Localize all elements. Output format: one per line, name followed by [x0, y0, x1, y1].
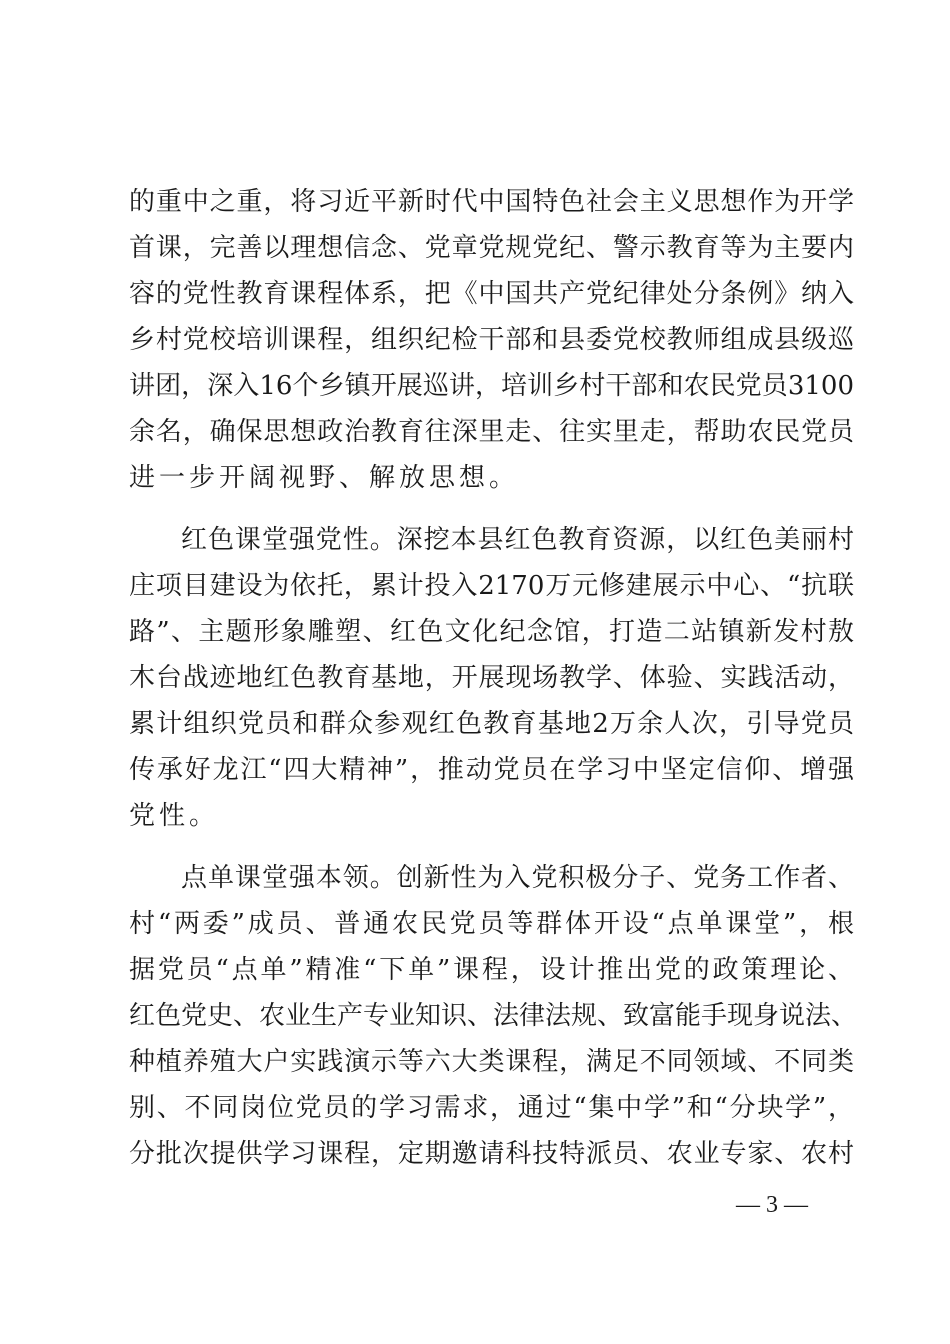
text-line: 的重中之重，将习近平新时代中国特色社会主义思想作为开学: [129, 187, 854, 217]
text-line: 容的党性教育课程体系，把《中国共产党纪律处分条例》纳入: [129, 279, 854, 309]
text-line: 种植养殖大户实践演示等六大类课程，满足不同领域、不同类: [129, 1047, 854, 1077]
text-line: 首课，完善以理想信念、党章党规党纪、警示教育等为主要内: [129, 233, 854, 263]
text-line: 讲团，深入16个乡镇开展巡讲，培训乡村干部和农民党员3100: [129, 371, 854, 401]
paragraph-3: [129, 855, 858, 1177]
paragraph-heading-line: 红色课堂强党性。深挖本县红色教育资源，以红色美丽村: [181, 525, 854, 555]
text-line: 路”、主题形象雕塑、红色文化纪念馆，打造二站镇新发村敖: [129, 617, 854, 647]
text-line: 进一步开阔视野、解放思想。: [129, 463, 520, 493]
text-line: 余名，确保思想政治教育往深里走、往实里走，帮助农民党员: [129, 417, 854, 447]
paragraph-heading-line: 点单课堂强本领。创新性为入党积极分子、党务工作者、: [181, 863, 854, 893]
text-line: 累计组织党员和群众参观红色教育基地2万余人次，引导党员: [129, 709, 854, 739]
body-text: [129, 179, 858, 1177]
text-line: 庄项目建设为依托，累计投入2170万元修建展示中心、“抗联: [129, 571, 854, 601]
paragraph-2: [129, 517, 854, 839]
paragraph-1: [129, 179, 854, 501]
text-line: 别、不同岗位党员的学习需求，通过“集中学”和“分块学”，: [129, 1093, 854, 1123]
text-line: 红色党史、农业生产专业知识、法律法规、致富能手现身说法、: [129, 1001, 858, 1031]
text-line: 据党员“点单”精准“下单”课程，设计推出党的政策理论、: [129, 955, 854, 985]
text-line: 分批次提供学习课程，定期邀请科技特派员、农业专家、农村: [129, 1139, 854, 1169]
page-number: — 3 —: [736, 1192, 808, 1218]
text-line: 党性。: [129, 801, 220, 831]
text-line: 传承好龙江“四大精神”，推动党员在学习中坚定信仰、增强: [129, 755, 854, 785]
text-line: 村“两委”成员、普通农民党员等群体开设“点单课堂”，根: [129, 909, 854, 939]
text-line: 乡村党校培训课程，组织纪检干部和县委党校教师组成县级巡: [129, 325, 854, 355]
text-line: 木台战迹地红色教育基地，开展现场教学、体验、实践活动，: [129, 663, 854, 693]
